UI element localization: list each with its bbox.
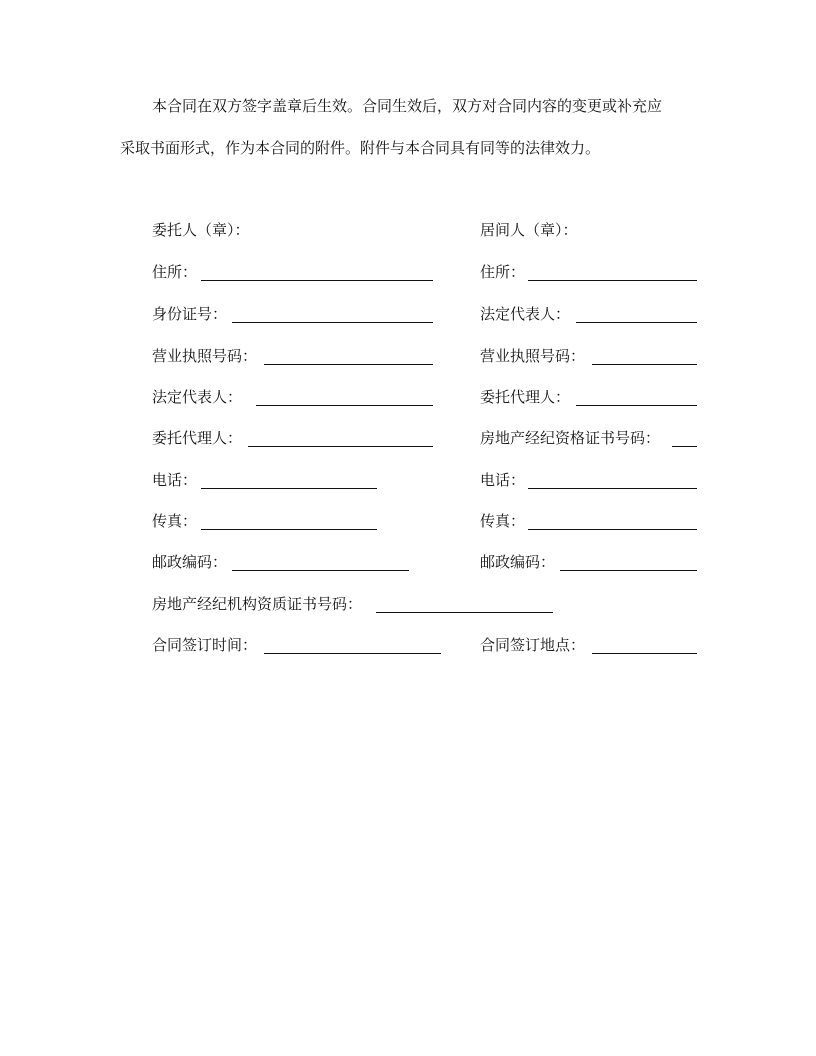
broker-seal-label: 居间人（章）： (480, 221, 578, 239)
broker-fax-field[interactable] (528, 529, 697, 530)
sign-time-field[interactable] (264, 653, 441, 654)
principal-address-label: 住所： (152, 263, 198, 281)
sign-place-label: 合同签订地点： (480, 636, 586, 654)
broker-address-label: 住所： (480, 263, 526, 281)
agency-cert-label: 房地产经纪机构资质证书号码： (152, 595, 363, 613)
broker-business-license-label: 营业执照号码： (480, 347, 586, 365)
id-number-field[interactable] (232, 322, 433, 323)
broker-business-license-field[interactable] (592, 364, 697, 365)
broker-fax-label: 传真： (480, 512, 526, 530)
principal-phone-field[interactable] (201, 488, 377, 489)
body-paragraph-line-2: 采取书面形式，作为本合同的附件。附件与本合同具有同等的法律效力。 (120, 139, 601, 157)
broker-phone-label: 电话： (480, 471, 526, 489)
id-number-label: 身份证号： (152, 305, 228, 323)
broker-cert-field[interactable] (672, 446, 697, 447)
broker-legal-rep-field[interactable] (576, 322, 697, 323)
principal-agent-field[interactable] (248, 446, 433, 447)
broker-postcode-field[interactable] (560, 570, 697, 571)
body-paragraph-line-1: 本合同在双方签字盖章后生效。合同生效后，双方对合同内容的变更或补充应 (152, 97, 663, 115)
broker-postcode-label: 邮政编码： (480, 553, 556, 571)
broker-agent-field[interactable] (576, 405, 697, 406)
principal-agent-label: 委托代理人： (152, 429, 243, 447)
principal-fax-label: 传真： (152, 512, 198, 530)
agency-cert-field[interactable] (376, 612, 553, 613)
broker-agent-label: 委托代理人： (480, 388, 571, 406)
broker-address-field[interactable] (528, 280, 697, 281)
principal-business-license-label: 营业执照号码： (152, 347, 258, 365)
sign-time-label: 合同签订时间： (152, 636, 258, 654)
principal-legal-rep-field[interactable] (256, 405, 433, 406)
principal-fax-field[interactable] (201, 529, 377, 530)
broker-cert-label: 房地产经纪资格证书号码： (480, 429, 661, 447)
principal-business-license-field[interactable] (264, 364, 433, 365)
principal-seal-label: 委托人（章）： (152, 221, 250, 239)
principal-phone-label: 电话： (152, 471, 198, 489)
principal-postcode-field[interactable] (232, 570, 409, 571)
principal-address-field[interactable] (201, 280, 433, 281)
principal-postcode-label: 邮政编码： (152, 553, 228, 571)
principal-legal-rep-label: 法定代表人： (152, 388, 243, 406)
sign-place-field[interactable] (592, 653, 697, 654)
broker-legal-rep-label: 法定代表人： (480, 305, 571, 323)
broker-phone-field[interactable] (528, 488, 697, 489)
